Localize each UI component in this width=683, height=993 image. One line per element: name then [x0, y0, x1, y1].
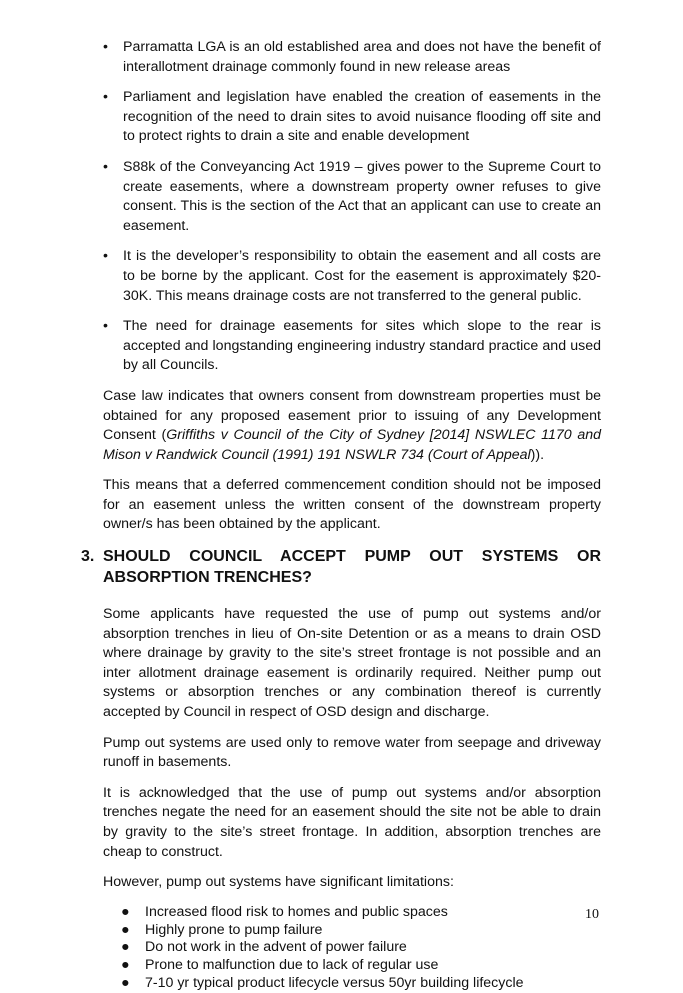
limitations-list	[103, 904, 601, 993]
bullet-dot: ●	[121, 939, 130, 956]
bullet-item	[103, 158, 601, 236]
section-number: 3.	[81, 548, 95, 566]
body-paragraph: Some applicants have requested the use of pump out systems and/or absorption trenches in lieu of On-site Detention or as a means to drain OSD where drainage by gravity to the site’s street frontage is not possible and an inter allotment drainage easement is ordinarily required. Neither pump out systems or absorption trenches or any combination thereof is currently accepted by Council in respect of OSD design and discharge.	[103, 606, 601, 721]
bullet-dot: ●	[121, 921, 130, 938]
bullet-item	[103, 317, 601, 376]
list-item	[121, 903, 601, 922]
list-item-text: Do not work in the advent of power failure	[145, 939, 407, 956]
case-law-text: Case law indicates that owners consent from downstream properties must be obtained for any proposed easement prior to issuing of any Development Consent (	[103, 387, 601, 444]
body-paragraph: Pump out systems are used only to remove water from seepage and driveway runoff in basements.	[103, 734, 601, 771]
bullet-item	[103, 88, 601, 147]
list-item	[121, 974, 601, 993]
case-citation: Griffiths v Council of the City of Sydney [2014] NSWLEC 1170 and Mison v Randwick Council (1991) 191 NSWLR 734 (Court of Appeal	[103, 427, 602, 463]
case-law-closing: )).	[530, 446, 545, 463]
list-item	[121, 939, 601, 957]
list-item-text: 7-10 yr typical product lifecycle versus 50yr building lifecycle	[145, 974, 524, 991]
bullet-text: Parliament and legislation have enabled the creation of easements in the recognition of the need to drain sites to avoid nuisance flooding off site and to protect rights to drain a site and enable development	[123, 89, 601, 145]
case-law-paragraph	[103, 387, 601, 465]
bullet-text: Parramatta LGA is an old established area and does not have the benefit of interallotment drainage commonly found in new release areas	[123, 39, 601, 75]
section-heading	[81, 546, 601, 588]
bullet-dot: ●	[121, 974, 130, 991]
list-item	[121, 921, 601, 940]
bullet-marker: •	[103, 158, 108, 175]
bullet-marker: •	[103, 248, 108, 265]
bullet-text: S88k of the Conveyancing Act 1919 – gives power to the Supreme Court to create easements, where a downstream property owner refuses to give consent. This is the section of the Act that an applicant can use to create an easement.	[123, 158, 601, 234]
bullet-marker: •	[103, 39, 108, 55]
list-item-text: Highly prone to pump failure	[145, 921, 323, 938]
list-item-text: Prone to malfunction due to lack of regular use	[145, 957, 439, 974]
section-title: SHOULD COUNCIL ACCEPT PUMP OUT SYSTEMS OR ABSORPTION TRENCHES?	[103, 548, 601, 587]
page-content	[81, 38, 602, 993]
bullet-item	[103, 38, 601, 77]
body-paragraph: It is acknowledged that the use of pump out systems and/or absorption trenches negate the need for an easement should the site not be able to drain by gravity to the site’s street frontage. In addition, absorption trenches are cheap to construct.	[103, 784, 601, 860]
list-item-text: Increased flood risk to homes and public spaces	[145, 903, 448, 920]
list-item	[121, 957, 601, 975]
bullet-text: The need for drainage easements for sites which slope to the rear is accepted and longstanding engineering industry standard practice and used by all Councils.	[123, 318, 601, 374]
bullet-marker: •	[103, 318, 108, 335]
bullet-marker: •	[103, 89, 108, 106]
bullet-item	[103, 247, 601, 306]
deferred-commencement-paragraph: This means that a deferred commencement condition should not be imposed for an easement unless the written consent of the downstream property owner/s has been obtained by the applicant.	[103, 477, 601, 533]
page-number: 10	[585, 907, 599, 922]
bullet-dot: ●	[121, 957, 130, 974]
bullet-text: It is the developer’s responsibility to obtain the easement and all costs are to be borne by the applicant. Cost for the easement is approximately $20-30K. This means drainage costs are not transferred to the general public.	[123, 248, 601, 304]
body-paragraph: However, pump out systems have significant limitations:	[103, 874, 454, 891]
bullet-dot: ●	[121, 903, 130, 920]
